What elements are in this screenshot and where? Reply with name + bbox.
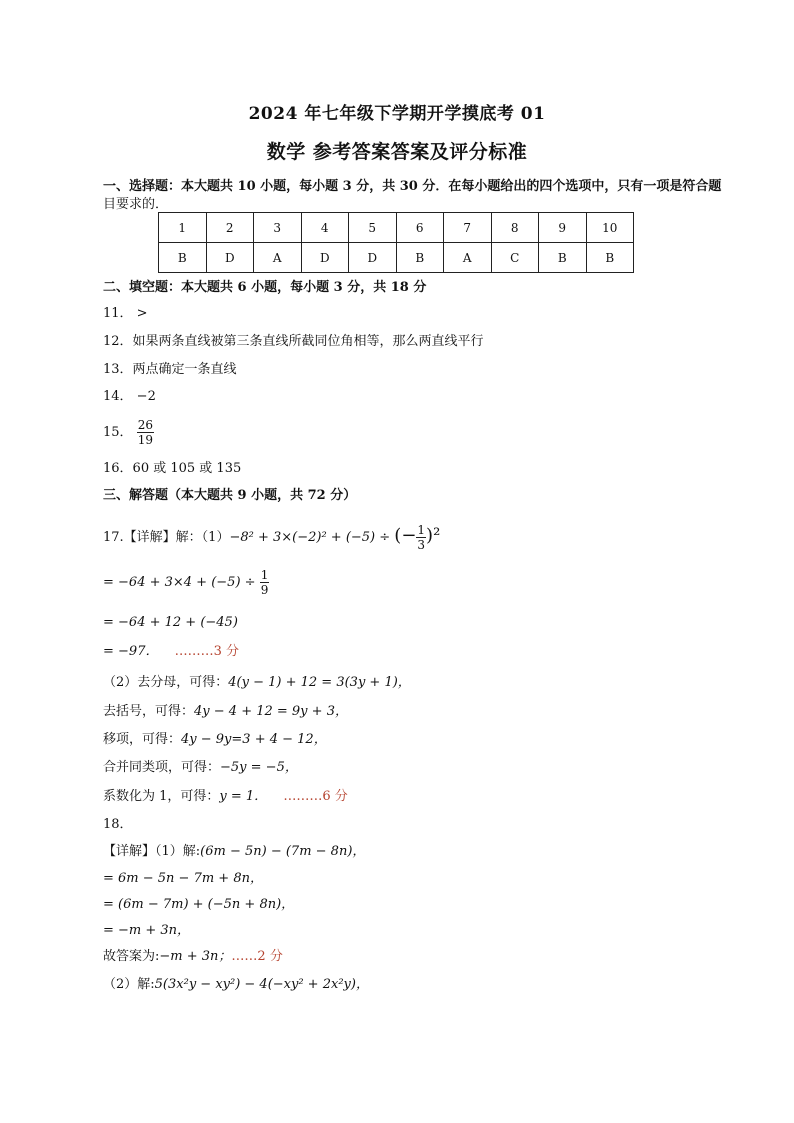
- page-title: 2024 年七年级下学期开学摸底考 01: [248, 104, 546, 124]
- answer-13: 13．两点确定一条直线: [103, 362, 237, 377]
- score-note: ………3 分: [174, 644, 240, 659]
- table-cell: 10: [586, 213, 634, 243]
- q18-label: 18．: [103, 817, 133, 832]
- table-cell: 8: [491, 213, 539, 243]
- table-cell: B: [586, 243, 634, 273]
- q18-line2: = 6m − 5n − 7m + 8n，: [103, 871, 263, 886]
- fraction: $\frac{1}{3}$: [417, 523, 426, 552]
- q18-part2-line1: （2）解:5(3x²y − xy²) − 4(−xy² + 2x²y)，: [103, 977, 369, 992]
- q17-part2-line1: （2）去分母，可得：4(y − 1) + 12 = 3(3y + 1)，: [103, 675, 411, 690]
- table-cell: A: [444, 243, 492, 273]
- answer-12: 12．如果两条直线被第三条直线所截同位角相等，那么两直线平行: [103, 334, 484, 349]
- section3-heading: 三、解答题（本大题共 9 小题，共 72 分）: [103, 488, 357, 503]
- answer-15: 15． $\frac{26}{19}$: [103, 418, 153, 447]
- section1-heading: 一、选择题：本大题共 10 小题，每小题 3 分，共 30 分．在每小题给出的四个选项中，只有一项是符合题: [103, 179, 722, 194]
- table-row-numbers: [159, 213, 634, 243]
- table-cell: C: [491, 243, 539, 273]
- table-cell: 1: [159, 213, 207, 243]
- table-row-answers: [159, 243, 634, 273]
- table-cell: 4: [301, 213, 349, 243]
- q17-part2-line2: 去括号，可得：4y − 4 + 12 = 9y + 3，: [103, 704, 348, 719]
- q17-part2-line4: 合并同类项，可得：−5y = −5，: [103, 760, 298, 775]
- table-cell: B: [159, 243, 207, 273]
- q17-line1: 17.【详解】解：（1）−8² + 3×(−2)² + (−5) ÷ (− $\frac{1}{3}$ )²: [103, 523, 441, 552]
- answer-16: 16．60 或 105 或 135: [103, 461, 242, 476]
- table-cell: D: [206, 243, 254, 273]
- fraction: $\frac{1}{9}$: [260, 568, 269, 597]
- answer-14: 14． −2: [103, 389, 156, 404]
- q18-line5: 故答案为:−m + 3n；……2 分: [103, 949, 283, 964]
- table-cell: B: [539, 243, 587, 273]
- section1-heading-cont: 目要求的．: [103, 197, 169, 212]
- table-cell: 7: [444, 213, 492, 243]
- table-cell: 3: [254, 213, 302, 243]
- q17-line3: = −64 + 12 + (−45): [103, 615, 238, 630]
- answer-table: [158, 212, 634, 273]
- q18-line3: = (6m − 7m) + (−5n + 8n)，: [103, 897, 295, 912]
- table-cell: 2: [206, 213, 254, 243]
- q18-line4: = −m + 3n，: [103, 923, 191, 938]
- score-note: ………6 分: [283, 789, 348, 804]
- table-cell: A: [254, 243, 302, 273]
- answer-11: 11． >: [103, 306, 148, 321]
- table-cell: 5: [349, 213, 397, 243]
- fraction: $\frac{26}{19}$: [137, 418, 153, 447]
- table-cell: D: [349, 243, 397, 273]
- section2-heading: 二、填空题：本大题共 6 小题，每小题 3 分，共 18 分: [103, 280, 427, 295]
- table-cell: 9: [539, 213, 587, 243]
- q17-part2-line5: 系数化为 1，可得：y = 1． ………6 分: [103, 789, 348, 804]
- table-cell: D: [301, 243, 349, 273]
- q17-part2-line3: 移项，可得：4y − 9y=3 + 4 − 12，: [103, 732, 327, 747]
- q17-line2: = −64 + 3×4 + (−5) ÷ $\frac{1}{9}$: [103, 568, 269, 597]
- q18-line1: 【详解】（1）解:(6m − 5n) − (7m − 8n)，: [103, 844, 366, 859]
- q17-line4: = −97． ………3 分: [103, 644, 240, 659]
- page-subtitle: 数学 参考答案答案及评分标准: [266, 141, 528, 163]
- table-cell: B: [396, 243, 444, 273]
- score-note: ……2 分: [231, 949, 283, 964]
- table-cell: 6: [396, 213, 444, 243]
